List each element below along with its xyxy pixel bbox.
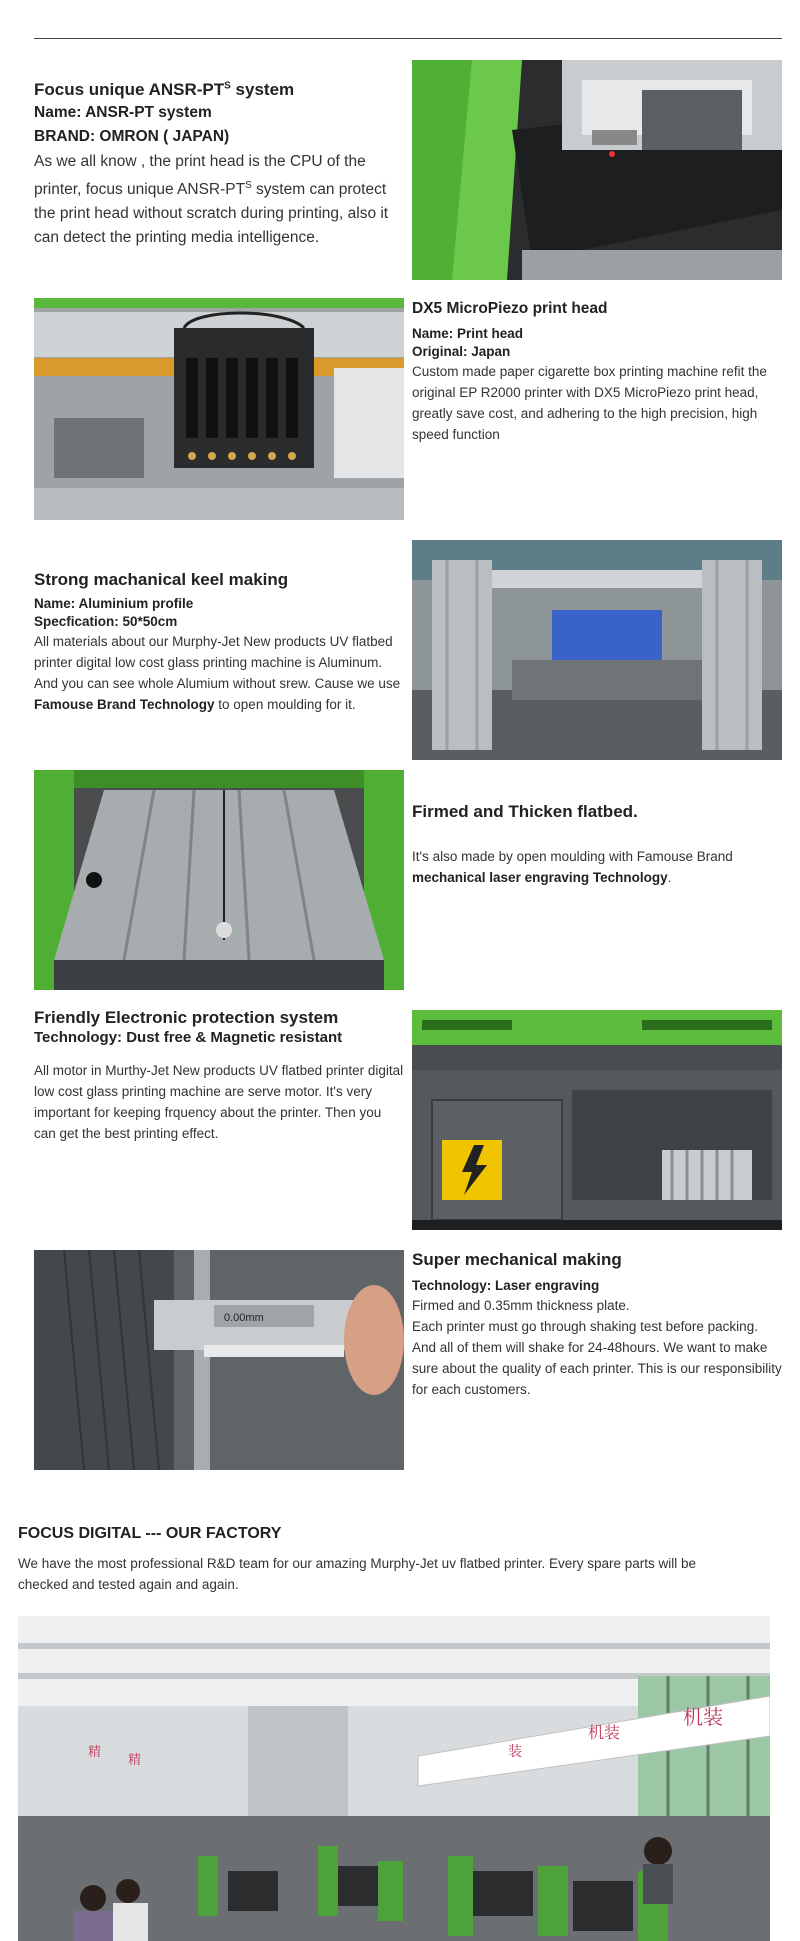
section-body: All motor in Murthy-Jet New products UV flatbed printer digital low cost glass printing machine are serve motor. It's very important for keeping frquency about the printer. Then you can get the best printing effect. [34,1063,404,1141]
banner-char-5: 精 [128,1753,142,1768]
aluminium-frame-photo [412,540,782,760]
factory-text: We have the most professional R&D team for our amazing Murphy-Jet uv flatbed printer. Every spare parts will be checked and tested again and again. [18,1556,697,1592]
tech-line: Technology: Laser engraving [412,1278,600,1293]
banner-char-2: 机装 [588,1723,621,1742]
section-keel [34,540,782,760]
section-title: Focus unique ANSR-$PT^S$ system [34,80,295,99]
section-text [412,1250,782,1400]
banner-char-4: 精 [88,1745,102,1760]
spec-line: Specfication: 50*50cm [34,614,178,629]
section-text [412,300,782,445]
caliper-photo [34,1250,404,1470]
section-body: It's also made by open moulding with Famouse Brand mechanical laser engraving Technology. [412,849,733,885]
print-head-carriage-photo [412,60,782,280]
flatbed-photo [34,770,404,990]
factory-title: FOCUS DIGITAL --- OUR FACTORY [18,1525,282,1542]
section-body-line2: Each printer must go through shaking test before packing. And all of them will shake for 24-48hours. We want to make sure about the quality of each printer. This is our responsibility for each customers. [412,1319,782,1397]
banner-char-1: 机装 [683,1705,723,1729]
name-line: Name: ANSR-PT system [34,104,212,121]
section-flatbed [34,770,782,990]
factory-photo [18,1616,770,1941]
section-title: DX5 MicroPiezo print head [412,300,608,317]
section-title: Super mechanical making [412,1250,622,1269]
section-text [34,570,404,715]
section-text [34,80,404,250]
section-body: Custom made paper cigarette box printing machine refit the original EP R2000 printer with DX5 MicroPiezo print head, greatly save cost, and adhering to the high precision, high speed function [412,364,767,442]
top-divider [34,38,782,39]
section-text [34,1008,404,1144]
name-line: Name: Print head [412,326,524,341]
section-title: Strong machanical keel making [34,570,289,589]
section-text [412,802,782,888]
section-body-line1: Firmed and 0.35mm thickness plate. [412,1298,630,1313]
section-title: Firmed and Thicken flatbed. [412,802,638,821]
brand-line: BRAND: OMRON ( JAPAN) [34,128,230,145]
section-ansr-pt [34,60,782,280]
origin-line: Original: Japan [412,344,511,359]
section-title: Friendly Electronic protection system [34,1008,339,1027]
name-line: Name: Aluminium profile [34,596,194,611]
print-head-photo [34,298,404,520]
tech-line: Technology: Dust free & Magnetic resistant [34,1029,343,1046]
caliper-reading: 0.00mm [224,1312,264,1324]
section-body: As we all know , the print head is the CPU of the printer, focus unique ANSR-$PT^S$ system can protect the print head without scratch during printing, also it can detect the printing media intelligence. [34,153,389,247]
section-print-head [34,298,782,520]
section-body: All materials about our Murphy-Jet New products UV flatbed printer digital low cost glass printing machine is Aluminum. And you can see whole Alumium without srew. Cause we use Famouse Brand Technology to open moulding for it. [34,634,401,712]
section-mechanical [34,1250,782,1472]
banner-char-3: 装 [508,1744,522,1760]
section-electronic [34,1008,782,1230]
electronics-photo [412,1010,782,1230]
